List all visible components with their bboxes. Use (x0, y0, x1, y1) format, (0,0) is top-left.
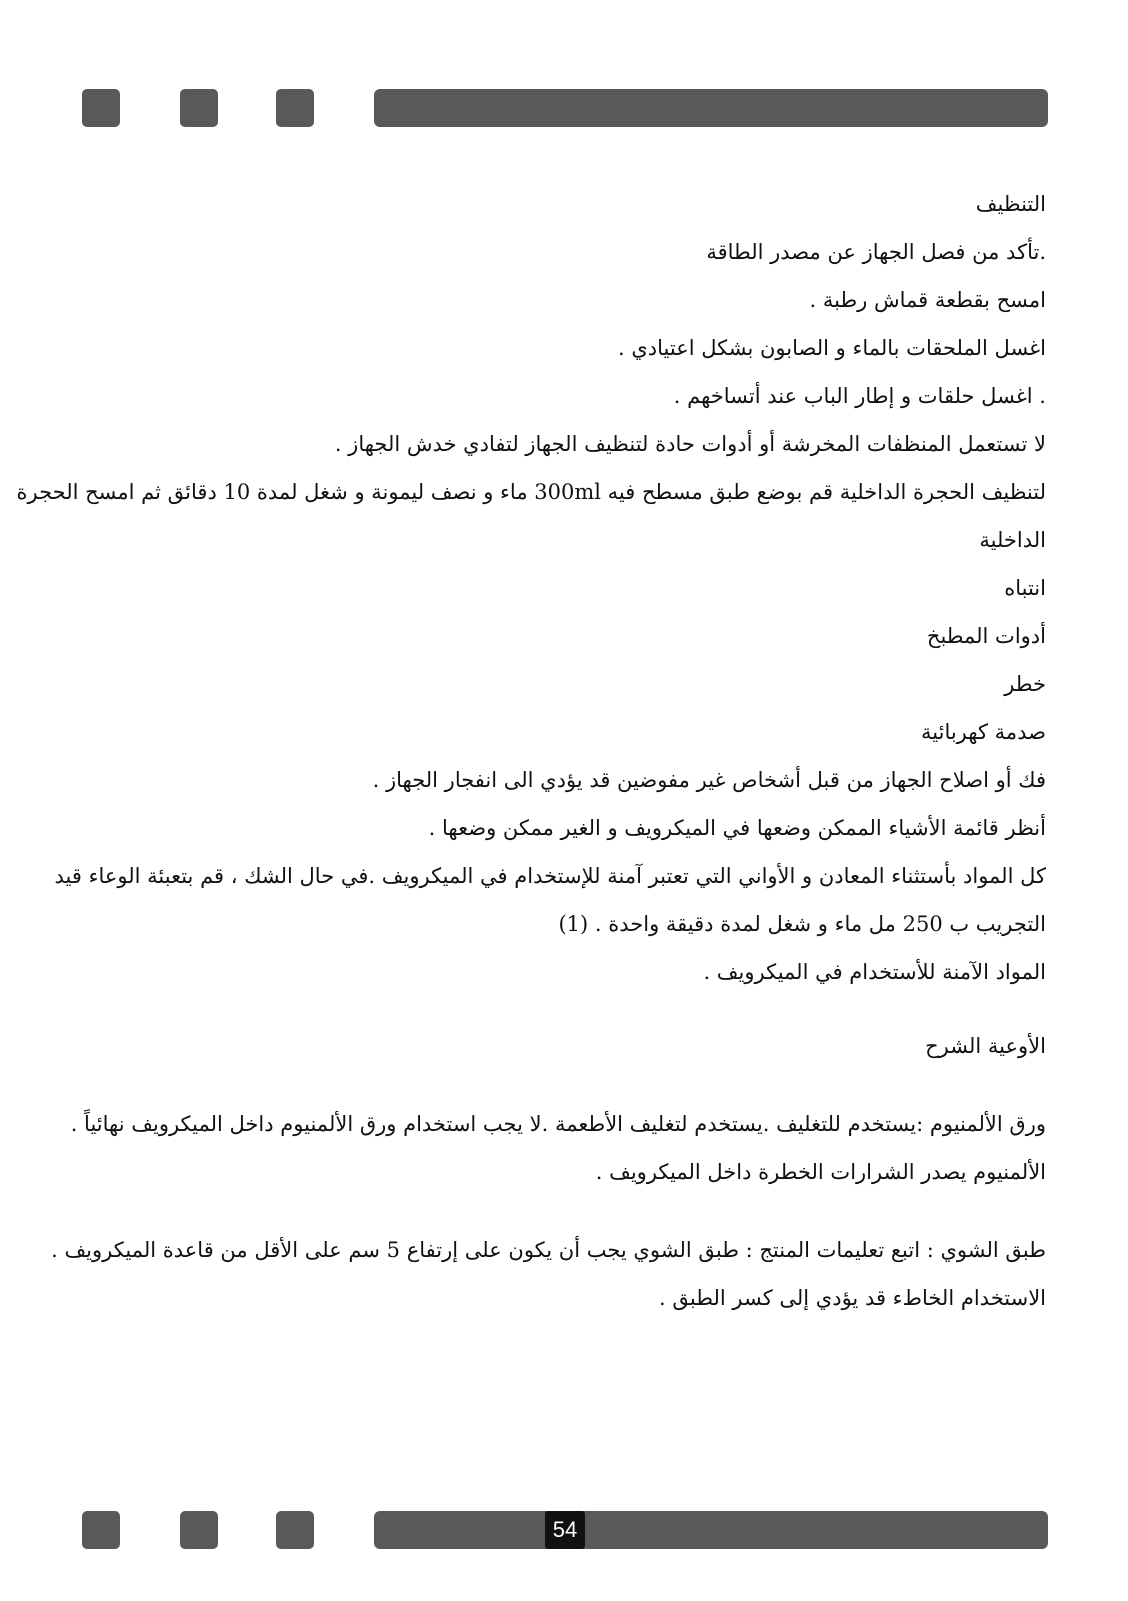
header-bar-row (0, 89, 1128, 129)
page-number: 54 (545, 1511, 585, 1549)
footer-square-2 (180, 1511, 218, 1549)
text-line: الداخلية (979, 528, 1046, 552)
heading-kitchen-tools: أدوات المطبخ (926, 624, 1046, 648)
text-line: ورق الألمنيوم :يستخدم للتغليف .يستخدم لتغليف الأطعمة .لا يجب استخدام ورق الألمنيوم داخل الميكرويف نهائياً . (70, 1112, 1046, 1136)
heading-electric-shock: صدمة كهربائية (921, 720, 1046, 744)
text-line: طبق الشوي : اتبع تعليمات المنتج : طبق الشوي يجب أن يكون على إرتفاع 5 سم على الأقل من قاعدة الميكرويف . (51, 1238, 1046, 1262)
text-line: التجريب ب 250 مل ماء و شغل لمدة دقيقة واحدة . (1) (558, 912, 1046, 936)
heading-attention: انتباه (1004, 576, 1046, 600)
header-square-3 (276, 89, 314, 127)
header-square-1 (82, 89, 120, 127)
text-line: أنظر قائمة الأشياء الممكن وضعها في الميكرويف و الغير ممكن وضعها . (428, 816, 1046, 840)
text-line: كل المواد بأستثناء المعادن و الأواني التي تعتبر آمنة للإستخدام في الميكرويف .في حال الشك ، قم بتعبئة الوعاء قيد (54, 864, 1046, 888)
text-line: امسح بقطعة قماش رطبة . (809, 288, 1046, 312)
text-line: الاستخدام الخاطء قد يؤدي إلى كسر الطبق . (659, 1286, 1046, 1310)
text-line: لتنظيف الحجرة الداخلية قم بوضع طبق مسطح فيه 300ml ماء و نصف ليمونة و شغل لمدة 10 دقائق ثم امسح الحجرة (16, 480, 1046, 504)
header-long-bar (374, 89, 1048, 127)
header-square-2 (180, 89, 218, 127)
text-line: .تأكد من فصل الجهاز عن مصدر الطاقة (706, 240, 1046, 264)
footer-square-3 (276, 1511, 314, 1549)
section-title-cleaning: التنظيف (975, 192, 1046, 216)
heading-danger: خطر (1004, 672, 1046, 696)
footer-square-1 (82, 1511, 120, 1549)
text-line: لا تستعمل المنظفات المخرشة أو أدوات حادة لتنظيف الجهاز لتفادي خدش الجهاز . (334, 432, 1046, 456)
text-line: المواد الآمنة للأستخدام في الميكرويف . (703, 960, 1046, 984)
document-body (16, 180, 1046, 1322)
text-line: الألمنيوم يصدر الشرارات الخطرة داخل الميكرويف . (595, 1160, 1046, 1184)
text-line: اغسل الملحقات بالماء و الصابون بشكل اعتيادي . (618, 336, 1046, 360)
text-line: فك أو اصلاح الجهاز من قبل أشخاص غير مفوضين قد يؤدي الى انفجار الجهاز . (372, 768, 1046, 792)
table-header-containers: الأوعية الشرح (925, 1034, 1046, 1058)
footer-long-bar (374, 1511, 1048, 1549)
text-line: . اغسل حلقات و إطار الباب عند أتساخهم . (673, 384, 1046, 408)
